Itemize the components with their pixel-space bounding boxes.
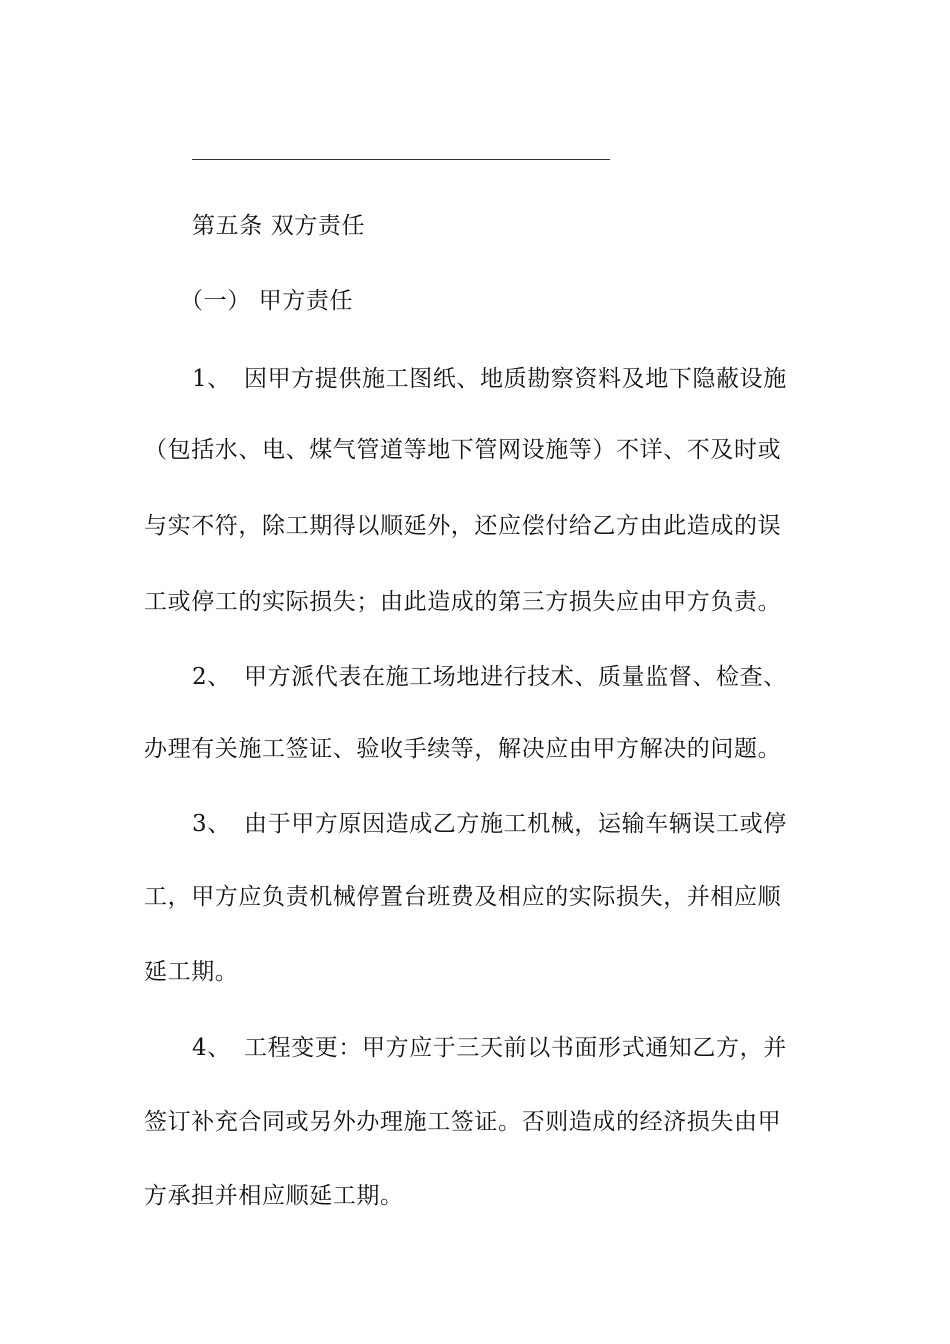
item-2-first-line [192, 661, 862, 693]
item-1-line-2: （包括水、电、煤气管道等地下管网设施等）不详、不及时或 [144, 437, 782, 463]
horizontal-rule [192, 159, 610, 160]
item-1-line-3: 与实不符，除工期得以顺延外，还应偿付给乙方由此造成的误 [144, 513, 782, 539]
item-number: 2、 [192, 664, 231, 690]
item-3-line-3: 延工期。 [144, 959, 239, 985]
item-1-first-line [192, 363, 862, 395]
item-4-line-2: 签订补充合同或另外办理施工签证。否则造成的经济损失由甲 [144, 1109, 782, 1135]
item-text: 工程变更：甲方应于三天前以书面形式通知乙方，并 [244, 1035, 787, 1061]
item-text: 甲方派代表在施工场地进行技术、质量监督、检查、 [244, 664, 787, 690]
item-text: 由于甲方原因造成乙方施工机械，运输车辆误工或停 [244, 811, 787, 837]
item-number: 4、 [192, 1035, 231, 1061]
item-text: 因甲方提供施工图纸、地质勘察资料及地下隐蔽设施 [244, 366, 787, 392]
item-number: 3、 [192, 811, 231, 837]
item-3-first-line [192, 808, 862, 840]
section-heading: （一） 甲方责任 [180, 288, 354, 314]
item-number: 1、 [192, 366, 231, 392]
item-4-first-line [192, 1032, 862, 1064]
article-title: 第五条 双方责任 [192, 213, 366, 239]
item-3-line-2: 工，甲方应负责机械停置台班费及相应的实际损失，并相应顺 [144, 884, 782, 910]
item-4-line-3: 方承担并相应顺延工期。 [144, 1183, 404, 1209]
item-1-line-4: 工或停工的实际损失；由此造成的第三方损失应由甲方负责。 [144, 589, 782, 615]
item-2-line-2: 办理有关施工签证、验收手续等，解决应由甲方解决的问题。 [144, 736, 782, 762]
